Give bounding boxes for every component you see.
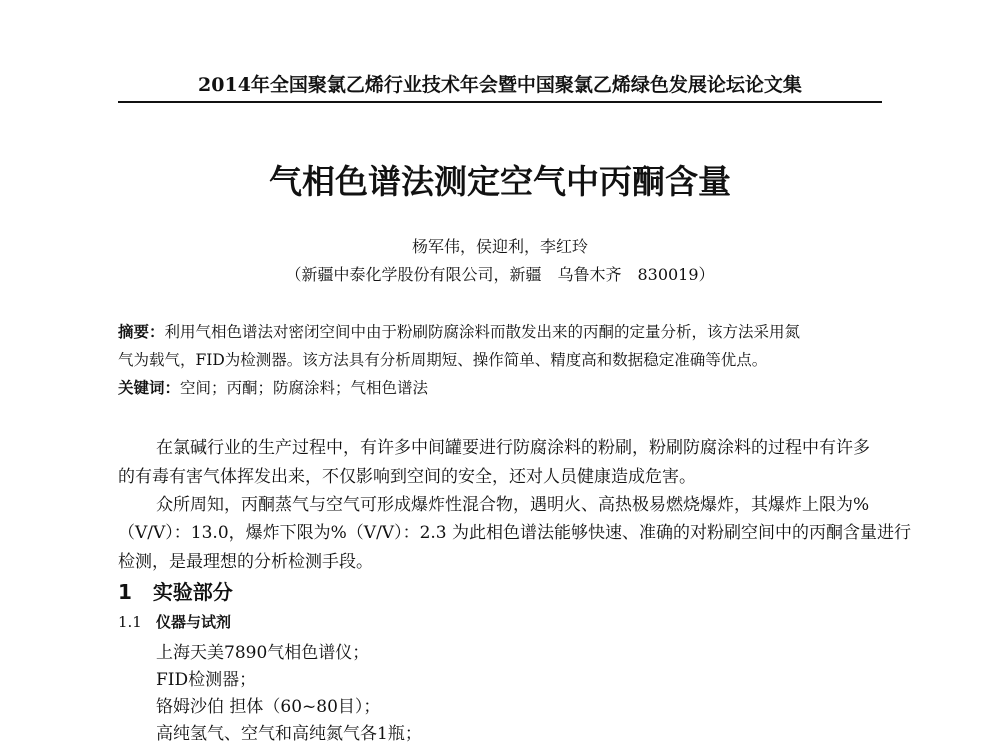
section-1-title: 实验部分 [152, 580, 233, 604]
section-1-1-heading [118, 611, 231, 632]
running-head: 2014年全国聚氯乙烯行业技术年会暨中国聚氯乙烯绿色发展论坛论文集 [198, 74, 802, 96]
section-1-heading [118, 576, 233, 605]
list-item: FID检测器； [156, 670, 257, 690]
body-p2-line3: 检测，是最理想的分析检测手段。 [118, 552, 373, 572]
section-1-number: 1 [118, 580, 132, 604]
body-p2-line2: （V/V）：13.0，爆炸下限为%（V/V）：2.3 为此相色谱法能够快速、准确的对粉刷空间中的丙酮含量进行 [118, 523, 912, 543]
abstract-line-1 [118, 320, 800, 342]
keywords-text: 空间；丙酮；防腐涂料；气相色谱法 [180, 379, 429, 397]
keywords-line [118, 376, 428, 398]
body-p2-line1: 众所周知，丙酮蒸气与空气可形成爆炸性混合物，遇明火、高热极易燃烧爆炸，其爆炸上限为% [156, 495, 870, 515]
keywords-label: 关键词： [118, 378, 181, 397]
section-1-1-title: 仪器与试剂 [156, 613, 232, 631]
authors: 杨军伟，侯迎利，李红玲 [411, 237, 588, 256]
list-item: 高纯氢气、空气和高纯氮气各1瓶； [156, 724, 422, 744]
list-item: 铬姆沙伯 担体（60~80目）； [156, 697, 381, 717]
body-p1-line2: 的有毒有害气体挥发出来，不仅影响到空间的安全，还对人员健康造成危害。 [118, 467, 696, 487]
abstract-line-2: 气为载气，FID为检测器。该方法具有分析周期短、操作简单、精度高和数据稳定准确等优点。 [118, 351, 768, 369]
header-rule [118, 101, 882, 103]
abstract-label: 摘要： [118, 322, 165, 341]
body-p1-line1: 在氯碱行业的生产过程中，有许多中间罐要进行防腐涂料的粉刷，粉刷防腐涂料的过程中有许多 [156, 438, 870, 458]
list-item: 上海天美7890气相色谱仪； [156, 643, 370, 663]
affiliation: （新疆中泰化学股份有限公司，新疆 乌鲁木齐 830019） [285, 265, 715, 284]
section-1-1-number: 1.1 [118, 613, 142, 631]
paper-title: 气相色谱法测定空气中丙酮含量 [269, 162, 731, 201]
abstract-text-1: 利用气相色谱法对密闭空间中由于粉刷防腐涂料而散发出来的丙酮的定量分析，该方法采用氮 [164, 323, 801, 341]
